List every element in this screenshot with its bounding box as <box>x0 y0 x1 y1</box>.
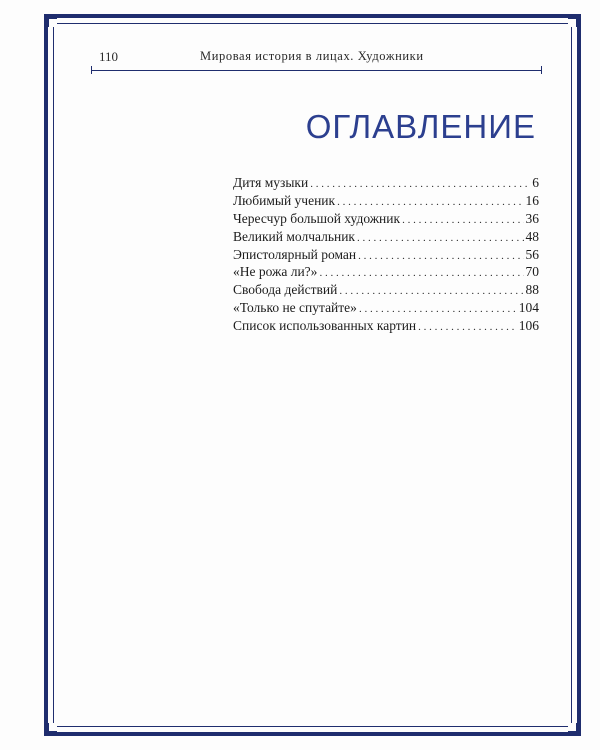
frame-corner-ornament <box>48 723 57 732</box>
toc-entry[interactable] <box>233 299 539 317</box>
toc-entry-label: Дитя музыки <box>233 175 309 190</box>
toc-entry[interactable] <box>233 246 539 264</box>
frame-corner-ornament <box>568 18 577 27</box>
toc-entry[interactable] <box>233 174 539 192</box>
toc-entry-label: Эпистолярный роман <box>233 246 357 262</box>
header-rule-end <box>541 66 542 74</box>
toc-entry[interactable] <box>233 192 539 210</box>
toc-entry-label: Любимый ученик <box>233 192 336 208</box>
running-title: Мировая история в лицах. Художники <box>200 49 424 63</box>
header-rule <box>91 70 541 71</box>
toc-entry-label: Чересчур большой художник <box>233 210 401 226</box>
toc-entry-page: 36 <box>525 210 539 226</box>
toc-entry-page: 16 <box>525 192 539 208</box>
toc-entry-label: «Не рожа ли?» <box>233 264 318 280</box>
toc-title: ОГЛАВЛЕНИЕ <box>305 108 536 145</box>
toc-entry-page: 48 <box>525 228 539 244</box>
frame-corner-ornament <box>568 723 577 732</box>
page-number: 110 <box>99 49 119 64</box>
toc-entry[interactable] <box>233 228 539 246</box>
toc-entry-page: 106 <box>518 318 539 334</box>
toc-entry-page: 88 <box>525 282 539 298</box>
toc-entry-label: Великий молчальник <box>233 228 355 244</box>
toc-list <box>233 174 539 335</box>
toc-entry[interactable] <box>233 263 539 281</box>
toc-entry[interactable] <box>233 210 539 228</box>
toc-entry-label: Список использованных картин <box>233 318 417 334</box>
toc-entry-page: 70 <box>525 264 539 280</box>
toc-entry[interactable] <box>233 317 539 335</box>
toc-leader-dots <box>418 317 517 337</box>
header-rule-end <box>91 66 92 74</box>
toc-entry-page: 104 <box>518 300 539 316</box>
toc-entry-label: Свобода действий <box>233 282 338 298</box>
toc-entry-page: 56 <box>525 246 539 262</box>
toc-entry-page: 6 <box>532 175 539 190</box>
toc-entry[interactable] <box>233 281 539 299</box>
toc-entry-label: «Только не спутайте» <box>233 300 357 316</box>
frame-corner-ornament <box>48 18 57 27</box>
